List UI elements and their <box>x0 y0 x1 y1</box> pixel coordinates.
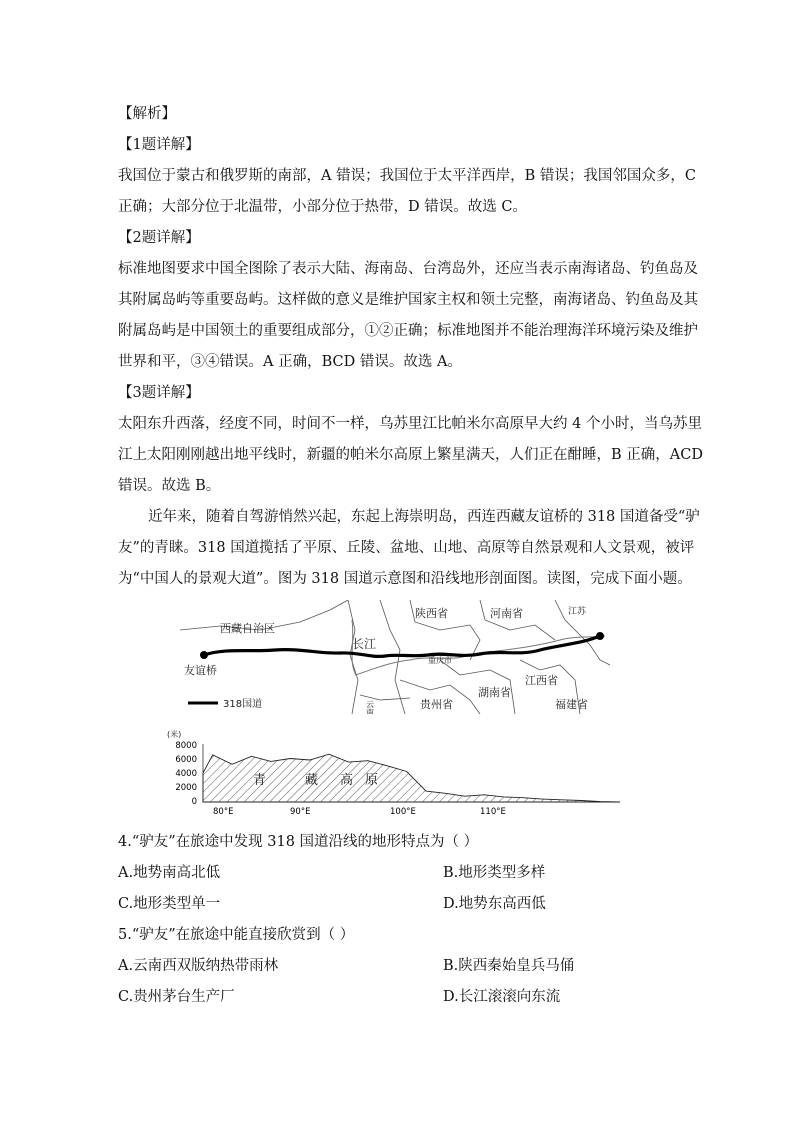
x-tick-80e: 80°E <box>213 807 234 817</box>
q5-option-b[interactable]: B.陕西秦始皇兵马俑 <box>443 958 575 974</box>
q1-line-2: 正确；大部分位于北温带，小部分位于热带，D 错误。故选 C。 <box>118 199 527 215</box>
label-shaanxi: 陕西省 <box>415 607 448 620</box>
legend-route-label: 318国道 <box>223 699 263 710</box>
y-tick-0: 0 <box>191 797 197 807</box>
x-tick-110e: 110°E <box>480 807 506 817</box>
route-map-svg <box>180 600 610 714</box>
label-changjiang: 长江 <box>352 637 377 651</box>
q3-heading: 【3题详解】 <box>118 385 200 401</box>
plateau-char-4: 原 <box>365 773 379 788</box>
x-tick-90e: 90°E <box>290 807 311 817</box>
plateau-char-1: 青 <box>253 773 267 788</box>
end-point-icon <box>596 632 604 640</box>
plateau-char-3: 高 <box>340 773 354 788</box>
q2-line-2: 其附属岛屿等重要岛屿。这样做的意义是维护国家主权和领土完整，南海诸岛、钓鱼岛及其 <box>118 292 698 308</box>
label-youyiqiao: 友谊桥 <box>184 664 217 677</box>
label-jiangxi: 江西省 <box>525 674 558 687</box>
label-fujian: 福建省 <box>555 698 588 711</box>
q4-option-c[interactable]: C.地形类型单一 <box>118 896 221 912</box>
intro-line-1: 近年来，随着自驾游悄然兴起，东起上海崇明岛，西连西藏友谊桥的 318 国道备受“驴 <box>148 509 700 525</box>
y-tick-8000: 8000 <box>175 741 197 751</box>
q3-line-1: 太阳东升西落，经度不同，时间不一样，乌苏里江比帕米尔高原早大约 4 个小时，当乌苏里 <box>118 416 702 432</box>
label-tibet: 西藏自治区 <box>220 622 275 635</box>
terrain-profile-chart <box>165 728 625 818</box>
q3-line-3: 错误。故选 B。 <box>118 478 221 494</box>
q5-option-d[interactable]: D.长江滚滚向东流 <box>443 989 561 1005</box>
y-tick-2000: 2000 <box>175 783 197 793</box>
y-tick-4000: 4000 <box>175 769 197 779</box>
q2-heading: 【2题详解】 <box>118 230 200 246</box>
label-jiangsu: 江苏 <box>568 607 587 617</box>
q2-line-3: 附属岛屿是中国领土的重要组成部分，①②正确；标准地图并不能治理海洋环境污染及维护 <box>118 323 698 339</box>
q3-line-2: 江上太阳刚刚越出地平线时，新疆的帕米尔高原上繁星满天，人们正在酣睡，B 正确，ACD <box>118 447 703 463</box>
q5-option-a[interactable]: A.云南西双版纳热带雨林 <box>118 958 279 974</box>
route-318-map <box>180 600 610 714</box>
q4-option-d[interactable]: D.地势东高西低 <box>443 896 546 912</box>
x-tick-100e: 100°E <box>390 807 416 817</box>
label-guizhou: 贵州省 <box>420 698 453 711</box>
profile-unit-label: (米) <box>167 730 182 739</box>
q4-option-b[interactable]: B.地形类型多样 <box>443 865 546 881</box>
label-hunan: 湖南省 <box>478 686 511 699</box>
intro-line-2: 友”的青睐。318 国道揽括了平原、丘陵、盆地、山地、高原等自然景观和人文景观，被评 <box>118 540 695 556</box>
q2-line-1: 标准地图要求中国全图除了表示大陆、海南岛、台湾岛外，还应当表示南海诸岛、钓鱼岛及 <box>118 261 698 277</box>
q5-option-c[interactable]: C.贵州茅台生产厂 <box>118 989 235 1005</box>
terrain-profile-svg <box>165 728 625 818</box>
q1-heading: 【1题详解】 <box>118 137 200 153</box>
q1-line-1: 我国位于蒙古和俄罗斯的南部，A 错误；我国位于太平洋西岸，B 错误；我国邻国众多，C <box>118 168 696 184</box>
profile-y-axis <box>175 741 203 807</box>
label-chongqing: 重庆市 <box>428 656 452 665</box>
plateau-char-2: 藏 <box>305 773 319 788</box>
intro-line-3: 为“中国人的景观大道”。图为 318 国道示意图和沿线地形剖面图。读图，完成下面小题。 <box>118 571 692 587</box>
q4-stem: 4.“驴友”在旅途中发现 318 国道沿线的地形特点为（ ） <box>118 834 479 850</box>
analysis-heading: 【解析】 <box>118 106 176 122</box>
start-point-icon <box>200 651 208 659</box>
label-yunnan: 云南省 <box>365 700 375 714</box>
q4-option-a[interactable]: A.地势南高北低 <box>118 865 221 881</box>
q5-stem: 5.“驴友”在旅途中能直接欣赏到（ ） <box>118 927 355 943</box>
q2-line-4: 世界和平，③④错误。A 正确，BCD 错误。故选 A。 <box>118 354 462 370</box>
label-henan: 河南省 <box>490 607 523 620</box>
y-tick-6000: 6000 <box>175 755 197 765</box>
